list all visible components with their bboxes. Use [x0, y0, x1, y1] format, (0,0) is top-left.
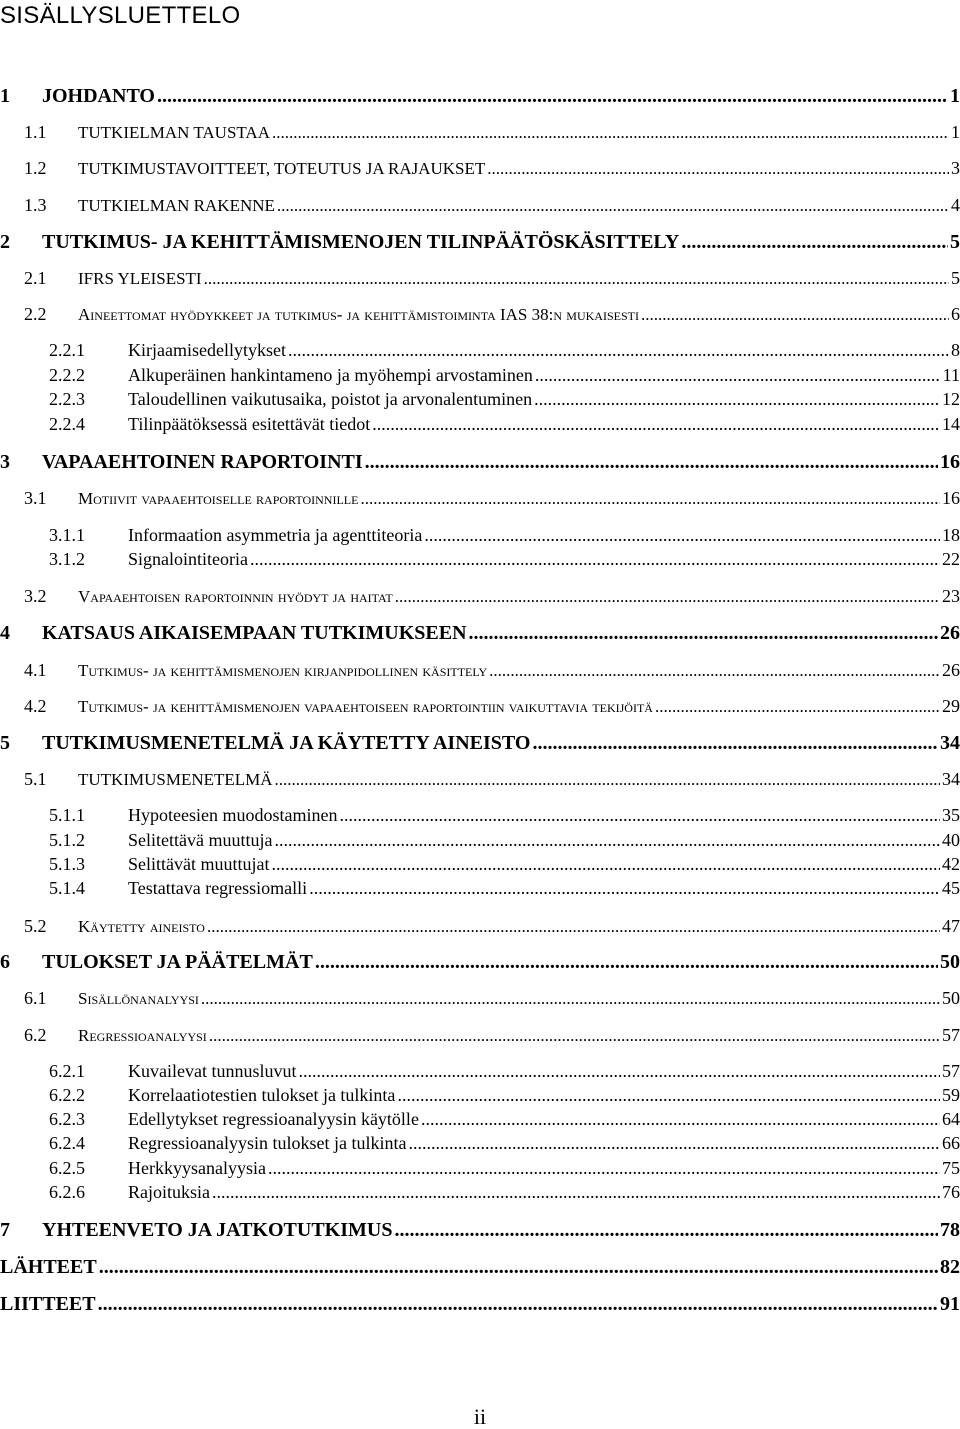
- toc-entry-page: 57: [942, 1025, 960, 1045]
- toc-entry-line: [128, 1107, 960, 1131]
- toc-entry[interactable]: [0, 986, 960, 1010]
- toc-entry-title: YHTEENVETO JA JATKOTUTKIMUS: [42, 1219, 393, 1241]
- dot-leader: [268, 1156, 940, 1180]
- toc-entry[interactable]: [0, 876, 960, 900]
- toc-entry-page: 59: [942, 1085, 960, 1105]
- toc-entry[interactable]: [0, 450, 960, 474]
- toc-entry[interactable]: [0, 120, 960, 144]
- toc-entry-number: 3: [0, 451, 10, 473]
- toc-entry-number: 1.2: [24, 158, 47, 178]
- dot-leader: [212, 1180, 940, 1204]
- toc-entry-line: [128, 1083, 960, 1107]
- toc-entry-title: Sisällönanalyysi: [78, 989, 199, 1008]
- toc-entry-title: Käytetty aineisto: [78, 917, 205, 936]
- toc-entry[interactable]: [0, 412, 960, 436]
- dot-leader: [298, 1059, 940, 1083]
- dot-leader: [397, 1083, 940, 1107]
- toc-entry[interactable]: [0, 852, 960, 876]
- toc-entry-number: 6.1: [24, 988, 47, 1008]
- toc-entry-title: TUTKIELMAN TAUSTAA: [78, 123, 270, 142]
- toc-entry-title: LÄHTEET: [0, 1256, 97, 1278]
- toc-entry[interactable]: [0, 1156, 960, 1180]
- toc-entry-title: KATSAUS AIKAISEMPAAN TUTKIMUKSEEN: [42, 622, 467, 644]
- toc-entry[interactable]: [0, 828, 960, 852]
- toc-entry-line: [78, 156, 960, 181]
- dot-leader: [535, 363, 941, 387]
- toc-entry-title: Edellytykset regressioanalyysin käytölle: [128, 1109, 419, 1129]
- toc-entry-line: [128, 828, 960, 852]
- toc-entry-line: [128, 387, 960, 411]
- toc-entry[interactable]: [0, 731, 960, 755]
- toc-entry-title: Informaation asymmetria ja agenttiteoria: [128, 525, 423, 545]
- toc-entry-page: 23: [942, 586, 960, 606]
- toc-entry-number: 6.2.1: [49, 1061, 85, 1081]
- toc-entry-line: [42, 84, 960, 108]
- dot-leader: [424, 523, 940, 547]
- toc-entry-page: 26: [940, 622, 960, 644]
- toc-entry-title: Korrelaatiotestien tulokset ja tulkinta: [128, 1085, 396, 1105]
- toc-entry-number: 5.1.2: [49, 830, 85, 850]
- toc-entry[interactable]: [0, 230, 960, 254]
- toc-entry-number: 5.2: [24, 916, 47, 936]
- toc-entry-page: 75: [942, 1158, 960, 1178]
- toc-entry-page: 16: [942, 488, 960, 508]
- toc-entry[interactable]: [0, 767, 960, 791]
- dot-leader: [372, 412, 940, 436]
- toc-entry[interactable]: [0, 1107, 960, 1131]
- toc-entry[interactable]: [0, 84, 960, 108]
- toc-entry-number: 2: [0, 231, 10, 253]
- toc-entry-line: [78, 584, 960, 609]
- toc-entry-number: 6.2.6: [49, 1182, 85, 1202]
- toc-entry-title: TUTKIMUSTAVOITTEET, TOTEUTUS JA RAJAUKSET: [78, 159, 486, 178]
- toc-entry[interactable]: [0, 1292, 960, 1316]
- toc-entry-title: Kirjaamisedellytykset: [128, 340, 286, 360]
- toc-entry-page: 57: [942, 1061, 960, 1081]
- toc-entry-page: 11: [942, 365, 960, 385]
- dot-leader: [421, 1107, 940, 1131]
- toc-entry[interactable]: [0, 486, 960, 510]
- toc-entry-page: 78: [940, 1219, 960, 1241]
- toc-entry-page: 4: [951, 195, 960, 215]
- dot-leader: [98, 1292, 938, 1316]
- toc-entry-page: 6: [951, 304, 960, 324]
- toc-entry-page: 26: [942, 660, 960, 680]
- dot-leader: [272, 121, 949, 145]
- toc-entry-title: Tutkimus- ja kehittämismenojen kirjanpidollinen käsittely: [78, 661, 488, 680]
- toc-entry-title: Regressioanalyysin tulokset ja tulkinta: [128, 1133, 407, 1153]
- toc-entry-line: [128, 1131, 960, 1155]
- toc-entry-line: [42, 621, 960, 645]
- toc-entry-page: 42: [942, 854, 960, 874]
- toc-entry[interactable]: [0, 193, 960, 217]
- toc-entry[interactable]: [0, 1218, 960, 1242]
- dot-leader: [204, 267, 949, 291]
- toc-entry-number: 5.1.1: [49, 805, 85, 825]
- toc-entry-number: 6: [0, 951, 10, 973]
- toc-entry-number: 2.1: [24, 268, 47, 288]
- dot-leader: [489, 659, 940, 683]
- toc-entry-title: Signalointiteoria: [128, 549, 248, 569]
- toc-entry-page: 18: [942, 525, 960, 545]
- toc-entry-page: 66: [942, 1133, 960, 1153]
- toc-entry-number: 5: [0, 732, 10, 754]
- toc-entry-line: [128, 523, 960, 547]
- dot-leader: [157, 84, 948, 108]
- toc-entry-number: 6.2.2: [49, 1085, 85, 1105]
- dot-leader: [655, 695, 940, 719]
- toc-entry-page: 1: [950, 85, 960, 107]
- toc-entry-title: Taloudellinen vaikutusaika, poistot ja arvonalentuminen: [128, 389, 533, 409]
- toc-entry-page: 34: [942, 769, 960, 789]
- dot-leader: [408, 1131, 940, 1155]
- toc-entry-line: [128, 547, 960, 571]
- toc-entry[interactable]: [0, 1180, 960, 1204]
- toc-entry-page: 47: [942, 916, 960, 936]
- toc-entry[interactable]: [0, 156, 960, 180]
- toc-entry-title: TUTKIMUS- JA KEHITTÄMISMENOJEN TILINPÄÄTÖSKÄSITTELY: [42, 231, 680, 253]
- toc-entry-title: Testattava regressiomalli: [128, 878, 308, 898]
- toc-entry-number: 2.2.3: [49, 389, 85, 409]
- toc-entry-page: 14: [942, 414, 960, 434]
- dot-leader: [309, 876, 940, 900]
- toc-entry-line: [0, 1292, 960, 1316]
- dot-leader: [487, 157, 949, 181]
- dot-leader: [394, 1218, 938, 1242]
- toc-entry-page: 1: [951, 122, 960, 142]
- toc-entry-line: [42, 1218, 960, 1242]
- toc-entry-page: 64: [942, 1109, 960, 1129]
- toc-entry-page: 29: [942, 696, 960, 716]
- dot-leader: [534, 387, 940, 411]
- toc-entry-title: Alkuperäinen hankintameno ja myöhempi arvostaminen: [128, 365, 533, 385]
- toc-entry[interactable]: [0, 584, 960, 608]
- toc-entry-line: [128, 852, 960, 876]
- toc-entry-number: 5.1: [24, 769, 47, 789]
- dot-leader: [469, 621, 938, 645]
- toc-entry-page: 34: [940, 732, 960, 754]
- toc-entry-line: [42, 731, 960, 755]
- toc-entry-number: 3.1: [24, 488, 47, 508]
- toc-entry-page: 50: [942, 988, 960, 1008]
- toc-entry[interactable]: [0, 658, 960, 682]
- toc-entry-page: 8: [951, 340, 960, 360]
- toc-entry-title: TUTKIMUSMENETELMÄ: [78, 770, 273, 789]
- toc-entry[interactable]: [0, 547, 960, 571]
- toc-entry-number: 3.1.2: [49, 549, 85, 569]
- toc-entry[interactable]: [0, 387, 960, 411]
- toc-entry[interactable]: [0, 694, 960, 718]
- toc-entry-line: [78, 767, 960, 792]
- toc-entry-line: [128, 338, 960, 362]
- toc-entry[interactable]: [0, 621, 960, 645]
- toc-entry-number: 4: [0, 622, 10, 644]
- toc-entry-title: TULOKSET JA PÄÄTELMÄT: [42, 951, 313, 973]
- dot-leader: [681, 230, 948, 254]
- toc-entry-title: Tutkimus- ja kehittämismenojen vapaaehtoiseen raportointiin vaikuttavia tekijöitä: [78, 697, 653, 716]
- toc-entry-number: 6.2.5: [49, 1158, 85, 1178]
- toc-entry-number: 1.3: [24, 195, 47, 215]
- toc-entry-page: 45: [942, 878, 960, 898]
- toc-entry-title: TUTKIELMAN RAKENNE: [78, 196, 275, 215]
- page-title: SISÄLLYSLUETTELO: [0, 2, 241, 29]
- toc-entry-number: 1.1: [24, 122, 47, 142]
- toc-entry-line: [42, 450, 960, 474]
- toc-entry-line: [78, 486, 960, 511]
- toc-entry[interactable]: [0, 914, 960, 938]
- toc-entry-title: Vapaaehtoisen raportoinnin hyödyt ja haitat: [78, 587, 393, 606]
- toc-entry-number: 6.2.4: [49, 1133, 85, 1153]
- dot-leader: [365, 450, 938, 474]
- dot-leader: [360, 487, 940, 511]
- toc-entry[interactable]: [0, 363, 960, 387]
- toc-entry-page: 5: [950, 231, 960, 253]
- toc-entry-number: 2.2.2: [49, 365, 85, 385]
- toc-entry-line: [78, 266, 960, 291]
- toc-entry-line: [0, 1255, 960, 1279]
- toc-entry-page: 5: [951, 268, 960, 288]
- toc-entry-page: 50: [940, 951, 960, 973]
- toc-entry[interactable]: [0, 950, 960, 974]
- dot-leader: [277, 194, 949, 218]
- toc-entry-line: [128, 363, 960, 387]
- toc-entry-number: 4.2: [24, 696, 47, 716]
- toc-entry-line: [78, 914, 960, 939]
- toc-entry-page: 91: [940, 1293, 960, 1315]
- toc-entry[interactable]: [0, 266, 960, 290]
- toc-entry-page: 12: [942, 389, 960, 409]
- toc-entry-title: Kuvailevat tunnusluvut: [128, 1061, 297, 1081]
- dot-leader: [641, 303, 949, 327]
- toc-entry-title: TUTKIMUSMENETELMÄ JA KÄYTETTY AINEISTO: [42, 732, 531, 754]
- toc-entry-title: Herkkyysanalyysia: [128, 1158, 266, 1178]
- toc-entry-line: [42, 230, 960, 254]
- dot-leader: [274, 828, 940, 852]
- toc-entry-page: 40: [942, 830, 960, 850]
- dot-leader: [201, 987, 940, 1011]
- toc-entry-title: Selittävät muuttujat: [128, 854, 270, 874]
- toc-entry-number: 2.2.4: [49, 414, 85, 434]
- toc-entry-title: JOHDANTO: [42, 85, 155, 107]
- toc-entry-page: 3: [951, 158, 960, 178]
- toc-entry[interactable]: [0, 803, 960, 827]
- dot-leader: [207, 915, 940, 939]
- toc-entry-number: 6.2.3: [49, 1109, 85, 1129]
- toc-entry-title: Selitettävä muuttuja: [128, 830, 273, 850]
- dot-leader: [271, 852, 940, 876]
- toc-entry-page: 22: [942, 549, 960, 569]
- toc-entry-number: 7: [0, 1219, 10, 1241]
- toc-entry-number: 6.2: [24, 1025, 47, 1045]
- dot-leader: [532, 731, 938, 755]
- toc-entry[interactable]: [0, 1255, 960, 1279]
- toc-entry[interactable]: [0, 1023, 960, 1047]
- toc-entry-line: [78, 302, 960, 327]
- toc-entry-line: [42, 950, 960, 974]
- toc-entry-line: [128, 412, 960, 436]
- toc-entry-number: 3.2: [24, 586, 47, 606]
- toc-entry-title: Hypoteesien muodostaminen: [128, 805, 338, 825]
- dot-leader: [209, 1024, 940, 1048]
- toc-entry-title: Aineettomat hyödykkeet ja tutkimus- ja kehittämistoiminta IAS 38:n mukaisesti: [78, 305, 639, 324]
- toc-entry-number: 1: [0, 85, 10, 107]
- dot-leader: [395, 585, 940, 609]
- toc-entry-line: [78, 193, 960, 218]
- toc-entry-title: Regressioanalyysi: [78, 1026, 207, 1045]
- toc-entry-page: 35: [942, 805, 960, 825]
- toc-entry-title: VAPAAEHTOINEN RAPORTOINTI: [42, 451, 363, 473]
- toc-entry-line: [78, 1023, 960, 1048]
- toc-entry-title: Motiivit vapaaehtoiselle raportoinnille: [78, 489, 359, 508]
- toc-entry-page: 82: [940, 1256, 960, 1278]
- toc-entry[interactable]: [0, 523, 960, 547]
- toc-entry-page: 16: [940, 451, 960, 473]
- toc-entry[interactable]: [0, 1131, 960, 1155]
- toc-entry-number: 2.2: [24, 304, 47, 324]
- toc-entry-line: [128, 876, 960, 900]
- toc-entry-line: [78, 120, 960, 145]
- toc-entry-line: [128, 1180, 960, 1204]
- dot-leader: [339, 803, 940, 827]
- toc-entry-line: [128, 1059, 960, 1083]
- dot-leader: [315, 950, 938, 974]
- dot-leader: [275, 768, 940, 792]
- toc-entry-line: [128, 1156, 960, 1180]
- toc-entry-number: 5.1.3: [49, 854, 85, 874]
- toc-entry-title: LIITTEET: [0, 1293, 96, 1315]
- dot-leader: [288, 338, 949, 362]
- toc-entry[interactable]: [0, 1083, 960, 1107]
- toc-entry[interactable]: [0, 338, 960, 362]
- toc-entry-page: 76: [942, 1182, 960, 1202]
- page-number: ii: [473, 1404, 487, 1429]
- toc-entry[interactable]: [0, 302, 960, 326]
- toc-entry-line: [78, 694, 960, 719]
- toc-entry-number: 2.2.1: [49, 340, 85, 360]
- toc-entry[interactable]: [0, 1059, 960, 1083]
- toc-entry-line: [78, 658, 960, 683]
- toc-entry-line: [78, 986, 960, 1011]
- toc-entry-number: 3.1.1: [49, 525, 85, 545]
- toc-entry-number: 5.1.4: [49, 878, 85, 898]
- dot-leader: [250, 547, 940, 571]
- toc-entry-line: [128, 803, 960, 827]
- toc-entry-number: 4.1: [24, 660, 47, 680]
- toc-entry-title: Rajoituksia: [128, 1182, 210, 1202]
- toc-entry-title: Tilinpäätöksessä esitettävät tiedot: [128, 414, 371, 434]
- dot-leader: [99, 1255, 938, 1279]
- toc-entry-title: IFRS YLEISESTI: [78, 269, 202, 288]
